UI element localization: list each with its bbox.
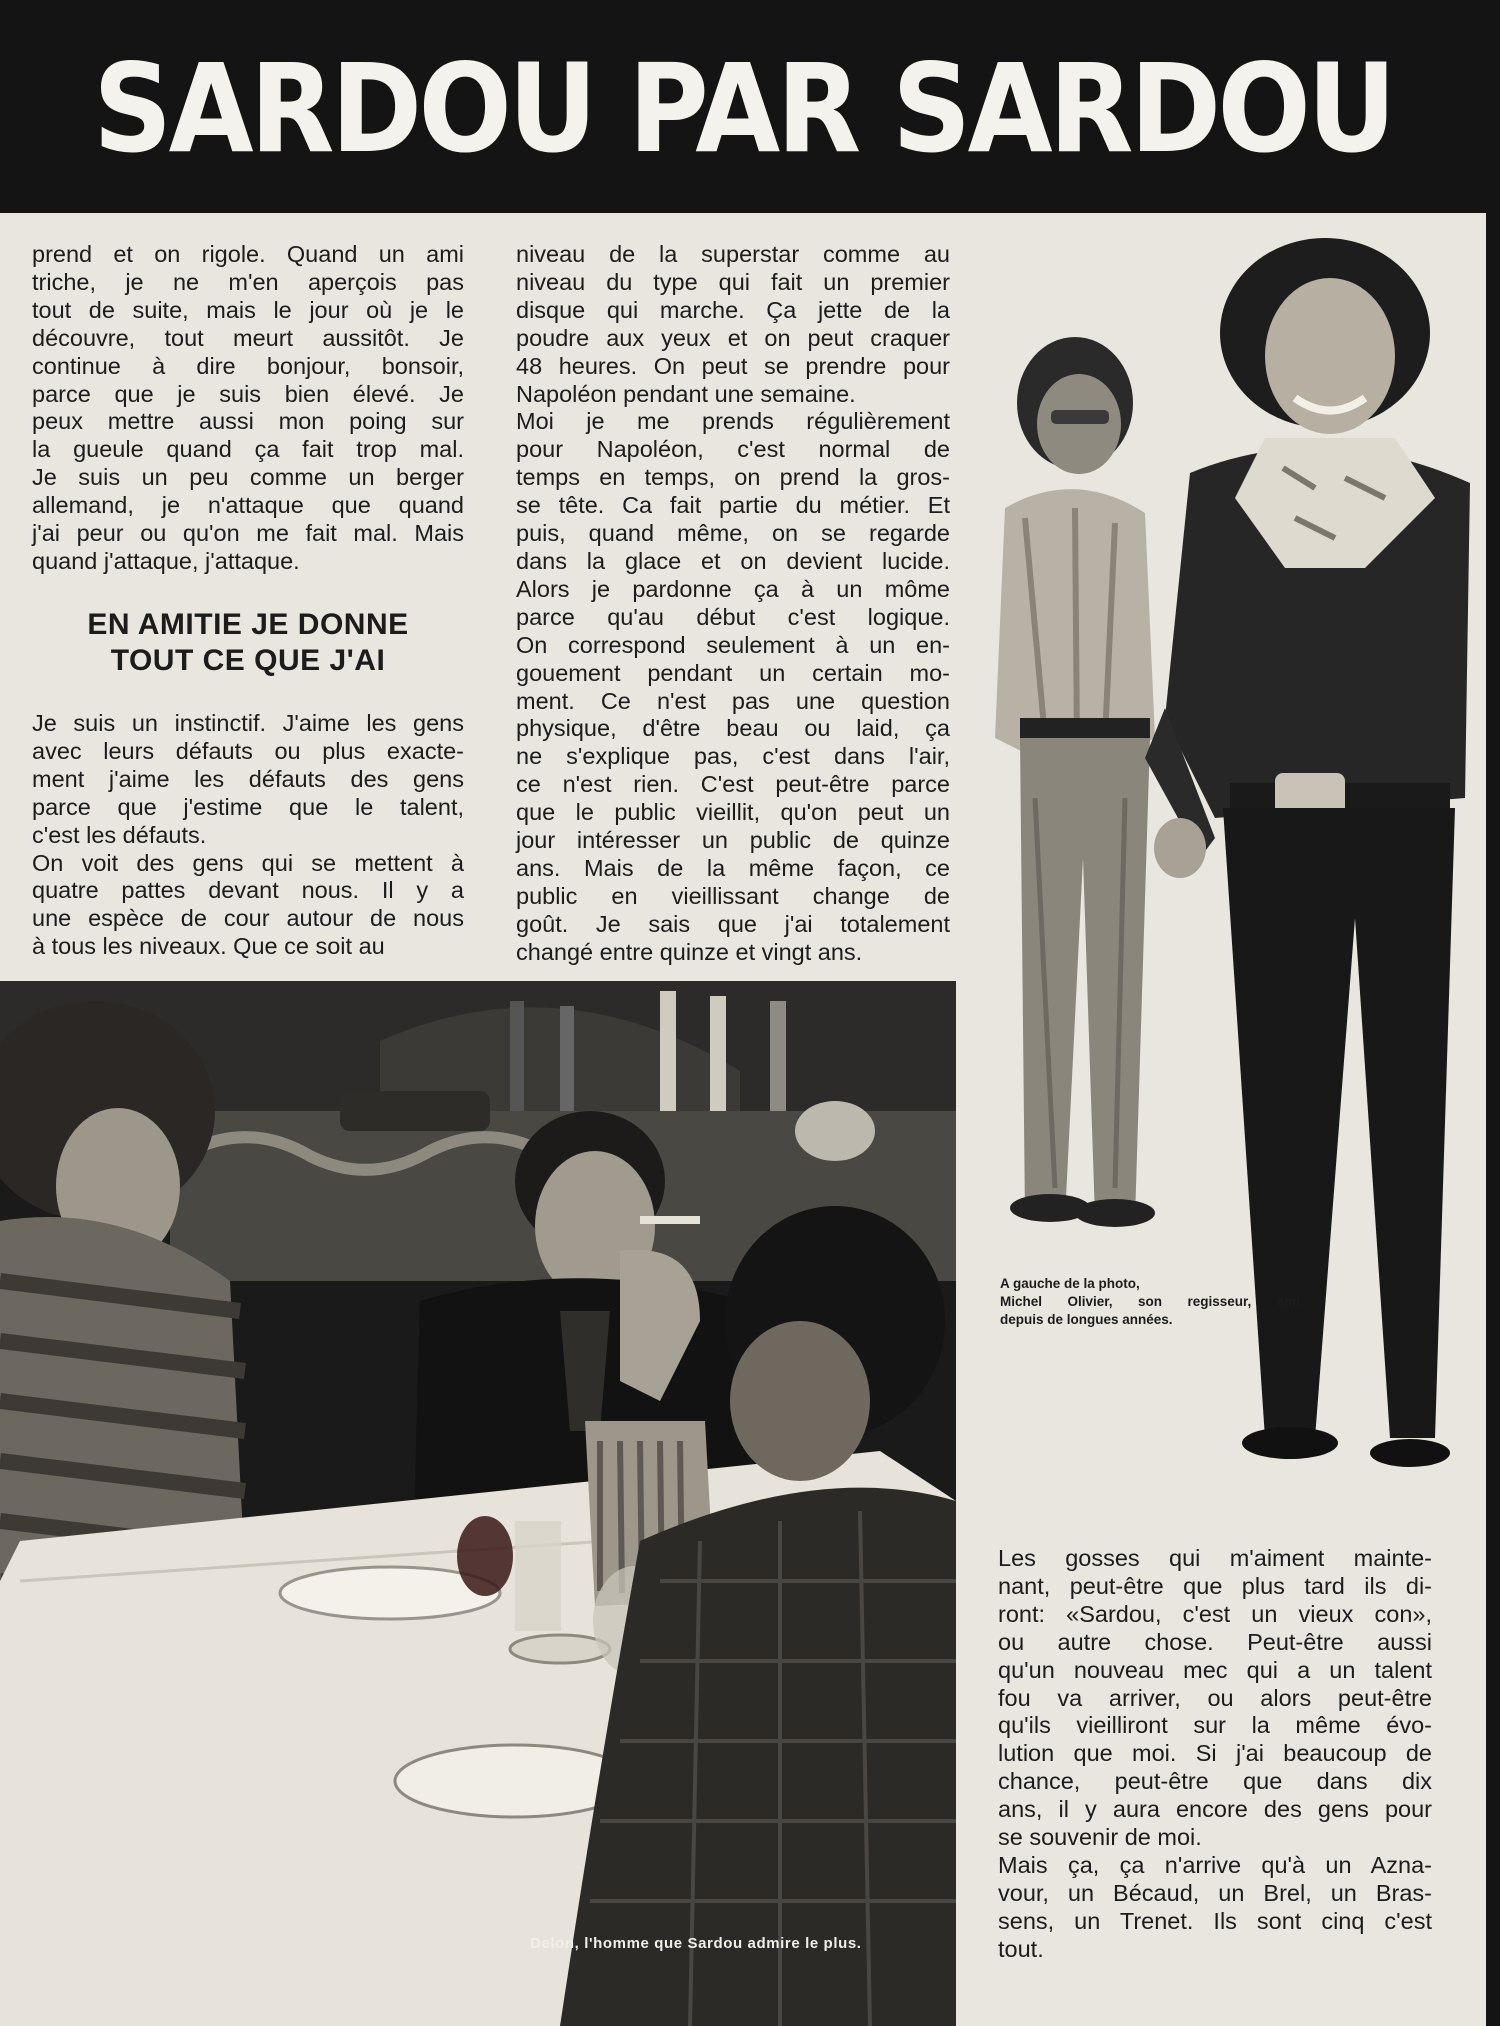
section-heading-line-2: TOUT CE QUE J'AI <box>110 644 386 677</box>
text-line: allemand, je n'attaque que quand <box>32 492 464 519</box>
text-line: goût. Je sais que j'ai totalement <box>516 910 950 937</box>
text-line: Napoléon pendant une semaine. <box>516 380 856 407</box>
caption-line-1: A gauche de la photo, <box>1000 1276 1140 1291</box>
column-1-top-text <box>32 241 464 576</box>
text-line: ront: «Sardou, c'est un vieux con», <box>998 1600 1432 1627</box>
text-line: la gueule quand ça fait trop mal. <box>32 436 464 463</box>
text-line: tout. <box>998 1935 1044 1962</box>
text-line: prend et on rigole. Quand un ami <box>32 241 464 267</box>
text-line: Je suis un instinctif. J'aime les gens <box>32 710 464 736</box>
headline: SARDOU PAR SARDOU <box>93 38 1393 180</box>
text-line: public en vieillissant change de <box>516 882 950 909</box>
text-line: temps en temps, on prend la gros- <box>516 464 950 491</box>
text-line: se tête. Ca fait partie du métier. Et <box>516 492 950 519</box>
page-edge <box>1486 0 1500 2026</box>
text-line: Moi je me prends régulièrement <box>516 408 950 435</box>
text-line: gouement pendant un certain mo- <box>516 659 950 686</box>
text-line: fou va arriver, ou alors peut-être <box>998 1684 1432 1711</box>
caption-line-2: Michel Olivier, son regisseur, ami <box>1000 1294 1300 1309</box>
text-line: disque qui marche. Ça jette de la <box>516 296 950 323</box>
text-line: c'est les défauts. <box>32 821 207 848</box>
text-line: qu'ils vieilliront sur la même évo- <box>998 1712 1432 1739</box>
column-1-bottom-text <box>32 710 464 961</box>
restaurant-scene-illustration <box>0 981 956 2026</box>
text-line: lution que moi. Si j'ai beaucoup de <box>998 1740 1432 1767</box>
text-line: tout de suite, mais le jour où je le <box>32 296 464 323</box>
text-line: parce que j'estime que le talent, <box>32 793 464 820</box>
right-photo-caption <box>1000 1275 1300 1329</box>
text-line: continue à dire bonjour, bonsoir, <box>32 352 464 379</box>
text-line: dans la glace et on devient lucide. <box>516 547 950 574</box>
text-line: pour Napoléon, c'est normal de <box>516 436 950 463</box>
text-line: ans, il y aura encore des gens pour <box>998 1796 1432 1823</box>
text-line: qu'un nouveau mec qui a un talent <box>998 1656 1432 1683</box>
text-line: poudre aux yeux et on peut craquer <box>516 324 950 351</box>
column-3-text <box>998 1545 1432 1964</box>
text-line: j'ai peur ou qu'on me fait mal. Mais <box>32 520 464 547</box>
text-line: Mais ça, ça n'arrive qu'à un Azna- <box>998 1851 1432 1878</box>
section-heading-line-1: EN AMITIE JE DONNE <box>87 608 409 641</box>
text-line: Alors je pardonne ça à un môme <box>516 575 950 602</box>
text-line: découvre, tout meurt aussitôt. Je <box>32 324 464 351</box>
text-line: On voit des gens qui se mettent à <box>32 849 464 876</box>
text-line: ment j'aime les défauts des gens <box>32 765 464 792</box>
text-line: parce que je suis bien élevé. Je <box>32 380 464 407</box>
text-line: physique, d'être beau ou laid, ça <box>516 715 950 742</box>
text-line: 48 heures. On peut se prendre pour <box>516 352 950 379</box>
text-line: nant, peut-être que plus tard ils di- <box>998 1572 1432 1599</box>
text-line: quand j'attaque, j'attaque. <box>32 547 300 574</box>
text-line: triche, je ne m'en aperçois pas <box>32 268 464 295</box>
text-line: ment. Ce n'est pas une question <box>516 687 950 714</box>
text-line: peux mettre aussi mon poing sur <box>32 408 464 435</box>
caption-line-3: depuis de longues années. <box>1000 1312 1173 1327</box>
text-line: une espèce de cour autour de nous <box>32 905 464 932</box>
text-line: chance, peut-être que dans dix <box>998 1768 1432 1795</box>
photo-sardou-and-michel-olivier <box>965 238 1486 1538</box>
text-line: Les gosses qui m'aiment mainte- <box>998 1545 1432 1571</box>
text-line: puis, quand même, on se regarde <box>516 520 950 547</box>
text-line: à tous les niveaux. Que ce soit au <box>32 933 385 960</box>
photo-delon-restaurant <box>0 981 956 2026</box>
text-line: que le public vieillit, qu'on peut un <box>516 799 950 826</box>
text-line: jour intéresser un public de quinze <box>516 827 950 854</box>
text-line: se souvenir de moi. <box>998 1824 1202 1851</box>
text-line: ne s'explique pas, c'est dans l'air, <box>516 743 950 770</box>
text-line: Je suis un peu comme un berger <box>32 464 464 491</box>
text-line: vour, un Bécaud, un Brel, un Bras- <box>998 1879 1432 1906</box>
text-line: sens, un Trenet. Ils sont cinq c'est <box>998 1907 1432 1934</box>
text-line: ce n'est rien. C'est peut-être parce <box>516 771 950 798</box>
text-line: avec leurs défauts ou plus exacte- <box>32 737 464 764</box>
section-heading <box>32 607 464 679</box>
column-2-text <box>516 241 950 967</box>
text-line: niveau du type qui fait un premier <box>516 268 950 295</box>
text-line: On correspond seulement à un en- <box>516 631 950 658</box>
walking-men-illustration <box>965 238 1486 1538</box>
text-line: ans. Mais de la même façon, ce <box>516 854 950 881</box>
text-line: changé entre quinze et vingt ans. <box>516 938 863 965</box>
text-line: ou autre chose. Peut-être aussi <box>998 1628 1432 1655</box>
title-banner <box>0 0 1486 213</box>
bottom-photo-caption: Delon, l'homme que Sardou admire le plus. <box>530 1935 862 1952</box>
text-line: niveau de la superstar comme au <box>516 241 950 267</box>
text-line: quatre pattes devant nous. Il y a <box>32 877 464 904</box>
text-line: parce qu'au début c'est logique. <box>516 603 950 630</box>
